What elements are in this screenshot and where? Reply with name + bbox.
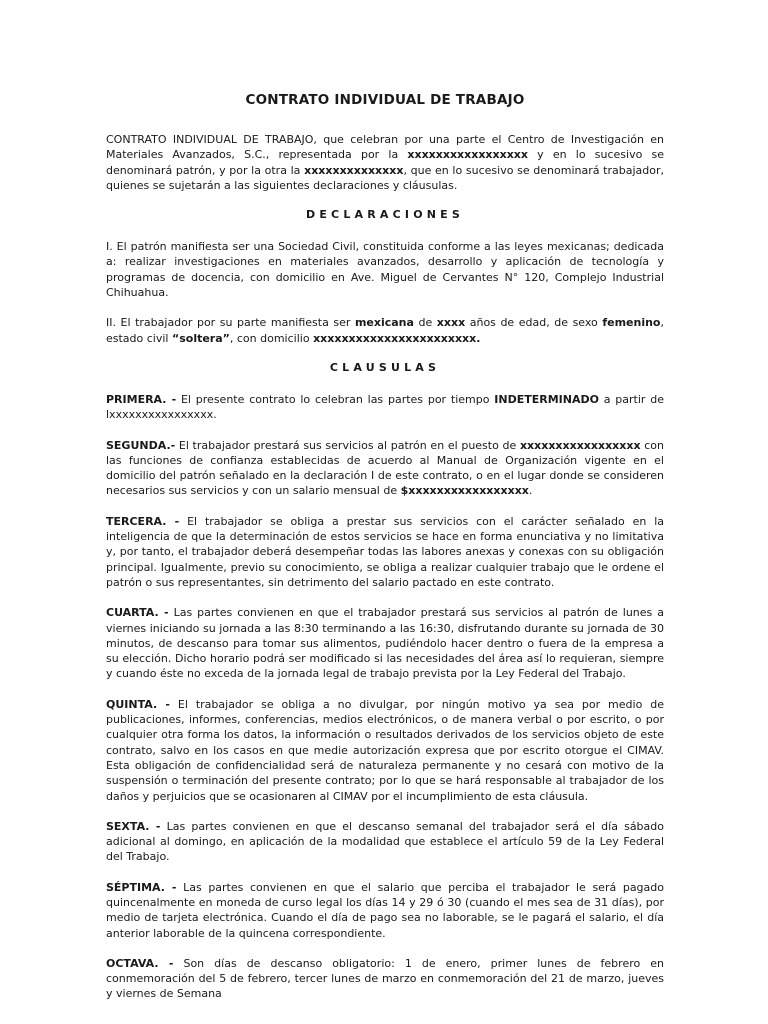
clausula-septima bbox=[106, 880, 664, 941]
address-placeholder: xxxxxxxxxxxxxxxxxxxxxxx. bbox=[313, 331, 481, 345]
clausula-text: El trabajador se obliga a no divulgar, por ningún motivo ya sea por medio de publicaciones, informes, conferencias, medios electrónicos, o de manera verbal o por escrito, o por cualquier otra forma los datos, la información o resultados derivados de los servicios objeto de este contrato, salvo en los casos en que medie autorización expresa que por escrito otorgue el CIMAV. Esta obligación de confidencialidad será de naturaleza permanente y no cesará con motivo de la suspensión o terminación del presente contrato; por lo que se hará responsable al trabajador de los daños y perjuicios que se ocasionaren al CIMAV por el incumplimiento de esta cláusula. bbox=[106, 697, 664, 803]
clausula-sexta bbox=[106, 819, 664, 865]
intro-text: CONTRATO INDIVIDUAL DE TRABAJO, que celebran por una parte el Centro de Investigación en Materiales Avanzados, S.C., representada por la bbox=[106, 133, 664, 162]
employer-representative-placeholder: xxxxxxxxxxxxxxxxx bbox=[407, 148, 528, 162]
clausula-text: a partir de lxxxxxxxxxxxxxxxx. bbox=[106, 392, 664, 422]
clausula-label: CUARTA. - bbox=[106, 606, 169, 620]
intro-text: , que en lo sucesivo se denominará trabajador, quienes se sujetarán a las siguientes declaraciones y cláusulas. bbox=[106, 163, 664, 192]
clausula-label: SEXTA. - bbox=[106, 819, 161, 833]
document-title: CONTRATO INDIVIDUAL DE TRABAJO bbox=[245, 92, 525, 108]
clausula-segunda bbox=[106, 438, 664, 499]
clausula-text: Las partes convienen en que el descanso semanal del trabajador será el día sábado adicional al domingo, en aplicación de la modalidad que establece el artículo 59 de la Ley Federal del Trabajo. bbox=[106, 819, 664, 864]
clausula-text: Las partes convienen en que el trabajador prestará sus servicios al patrón de lunes a viernes iniciando su jornada a las 8:30 terminando a las 16:30, disfrutando durante su jornada de 30 minutos, de descanso para tomar sus alimentos, pudiéndolo hacer dentro o fuera de la empresa a su elección. Dicho horario podrá ser modificado si las necesidades del área así lo requieran, siempre y cuando éste no exceda de la jornada legal de trabajo prevista por la Ley Federal del Trabajo. bbox=[106, 606, 664, 681]
intro-paragraph bbox=[106, 132, 664, 193]
clausula-label: QUINTA. - bbox=[106, 697, 170, 711]
clausula-text: El trabajador se obliga a prestar sus servicios con el carácter señalado en la inteligencia de que la determinación de estos servicios se hace en forma enunciativa y no limitativa y, por tanto, el trabajador deberá desempeñar todas las labores anexas y conexas con su obligación principal. Igualmente, previo su conocimiento, se obliga a realizar cualquier trabajo que le ordene el patrón o sus representantes, sin detrimento del salario pactado en este contrato. bbox=[106, 514, 664, 589]
clausula-label: OCTAVA. - bbox=[106, 956, 174, 970]
clausula-label: PRIMERA. - bbox=[106, 392, 177, 406]
declaracion-2-text: , con domicilio bbox=[229, 331, 314, 345]
declaracion-2-text: años de edad, de sexo bbox=[465, 316, 603, 330]
clausula-label: TERCERA. - bbox=[106, 514, 180, 528]
clausula-primera bbox=[106, 392, 664, 423]
clausula-text: . bbox=[528, 484, 533, 498]
declaracion-2-text: de bbox=[413, 316, 437, 330]
declaraciones-heading: DECLARACIONES bbox=[306, 208, 464, 222]
civil-status-value: “soltera” bbox=[171, 331, 230, 345]
declaracion-1: I. El patrón manifiesta ser una Sociedad Civil, constituida conforme a las leyes mexicanas; dedicada a: realizar investigaciones en materiales avanzados, desarrollo y aplicación de tecnología y programas de docencia, con domicilio en Ave. Miguel de Cervantes N° 120, Complejo Industrial Chihuahua. bbox=[106, 240, 664, 300]
document-page bbox=[106, 92, 664, 1017]
declaracion-2-text: , estado civil bbox=[106, 316, 664, 345]
clausula-cuarta bbox=[106, 605, 664, 681]
age-placeholder: xxxx bbox=[436, 316, 466, 330]
nationality-value: mexicana bbox=[354, 316, 414, 330]
position-placeholder: xxxxxxxxxxxxxxxxx bbox=[519, 438, 641, 452]
clausula-text: con las funciones de confianza establecidas de acuerdo al Manual de Organización vigente en el domicilio del patrón señalado en la declaración I de este contrato, o en el lugar donde se consideren necesarios sus servicios y con un salario mensual de bbox=[106, 438, 664, 498]
declaracion-2-text: II. El trabajador por su parte manifiesta ser bbox=[106, 316, 355, 330]
clausula-label: SEGUNDA.- bbox=[106, 438, 176, 452]
worker-name-placeholder: xxxxxxxxxxxxxx bbox=[304, 163, 404, 177]
clausula-octava bbox=[106, 956, 664, 1002]
clausula-label: SÉPTIMA. - bbox=[106, 880, 177, 894]
salary-placeholder: $xxxxxxxxxxxxxxxxx bbox=[400, 484, 529, 498]
clausula-text: El trabajador prestará sus servicios al patrón en el puesto de bbox=[175, 438, 520, 452]
clausula-quinta bbox=[106, 697, 664, 804]
declaracion-2 bbox=[106, 315, 664, 346]
clausula-text: El presente contrato lo celebran las partes por tiempo bbox=[176, 392, 495, 406]
clausulas-heading: CLAUSULAS bbox=[329, 360, 441, 374]
clausula-tercera bbox=[106, 514, 664, 590]
clausula-text: Las partes convienen en que el salario que perciba el trabajador le será pagado quincenalmente en moneda de curso legal los días 14 y 29 ó 30 (cuando el mes sea de 31 días), por medio de tarjeta electrónica. Cuando el día de pago sea no laborable, se le pagará el salario, el día anterior laborable de la quincena correspondiente. bbox=[106, 880, 664, 940]
sex-value: femenino bbox=[602, 316, 661, 330]
intro-text: y en lo sucesivo se denominará patrón, y por la otra la bbox=[106, 148, 665, 177]
clausula-text: Son días de descanso obligatorio: 1 de enero, primer lunes de febrero en conmemoración del 5 de febrero, tercer lunes de marzo en conmemoración del 21 de marzo, jueves y viernes de Semana bbox=[106, 956, 664, 1001]
contract-term-value: INDETERMINADO bbox=[494, 392, 599, 406]
